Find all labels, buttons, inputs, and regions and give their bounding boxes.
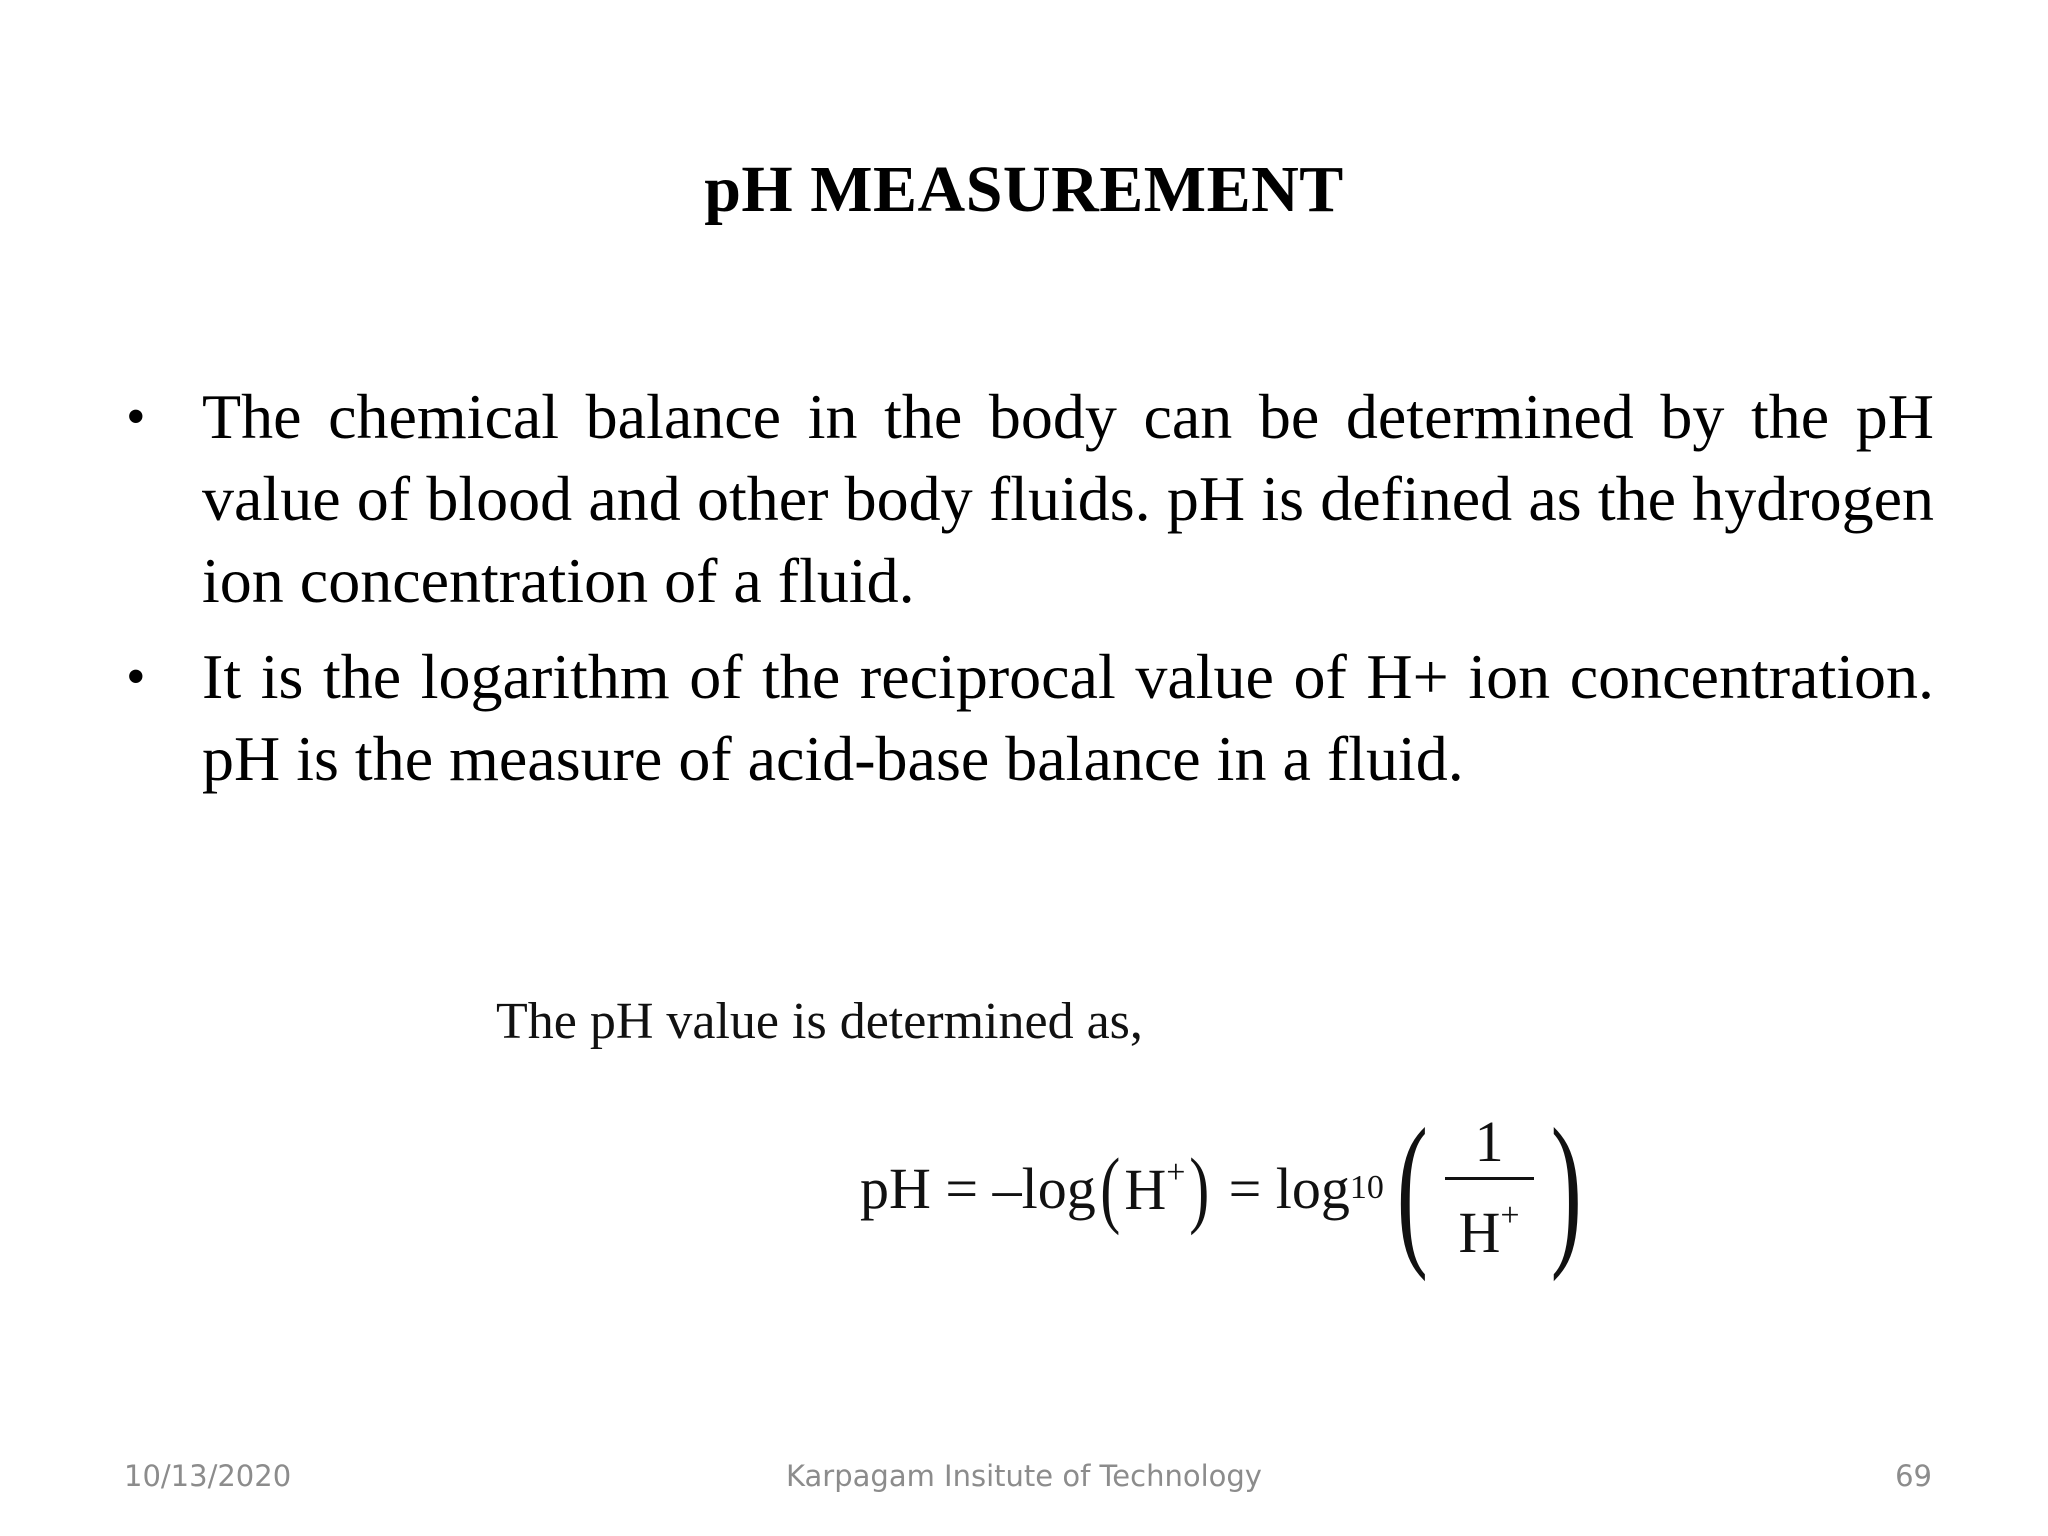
bullet-marker: • — [126, 386, 146, 448]
page-number: 69 — [1895, 1459, 1932, 1493]
h-symbol: H — [1458, 1200, 1501, 1265]
bullet-text: It is the logarithm of the reciprocal value of H+ ion concentration. pH is the measure of acid-base balance in a fluid. — [202, 641, 1934, 794]
bullet-item — [118, 636, 1934, 800]
ph-formula — [860, 1094, 1594, 1282]
fraction-denominator — [1445, 1180, 1534, 1269]
formula-lhs: pH — [860, 1155, 931, 1221]
bullet-text: The chemical balance in the body can be determined by the pH value of blood and other body fluids. pH is defined as the hydrogen ion concentration of a fluid. — [202, 381, 1934, 616]
bullet-marker: • — [126, 646, 146, 708]
formula-intro: The pH value is determined as, — [496, 993, 1143, 1050]
formula-h — [1124, 1154, 1185, 1223]
footer-date: 10/13/2020 — [124, 1459, 292, 1493]
fraction-numerator: 1 — [1474, 1109, 1504, 1174]
plus-superscript: + — [1166, 1153, 1186, 1191]
right-paren: ) — [1189, 1140, 1210, 1236]
bullet-list — [118, 376, 1934, 800]
right-big-paren: ) — [1550, 1094, 1582, 1282]
slide-title: pH MEASUREMENT — [704, 153, 1344, 226]
left-paren: ( — [1100, 1140, 1121, 1236]
plus-superscript: + — [1500, 1197, 1520, 1234]
h-symbol: H — [1124, 1156, 1167, 1222]
bullet-item — [118, 376, 1934, 622]
footer-institute: Karpagam Insitute of Technology — [786, 1459, 1262, 1493]
fraction — [1445, 1107, 1534, 1269]
left-big-paren: ( — [1396, 1094, 1428, 1282]
formula-log: = log — [1214, 1155, 1350, 1221]
formula-neg-log: = –log — [930, 1155, 1096, 1221]
log-base: 10 — [1349, 1169, 1384, 1206]
